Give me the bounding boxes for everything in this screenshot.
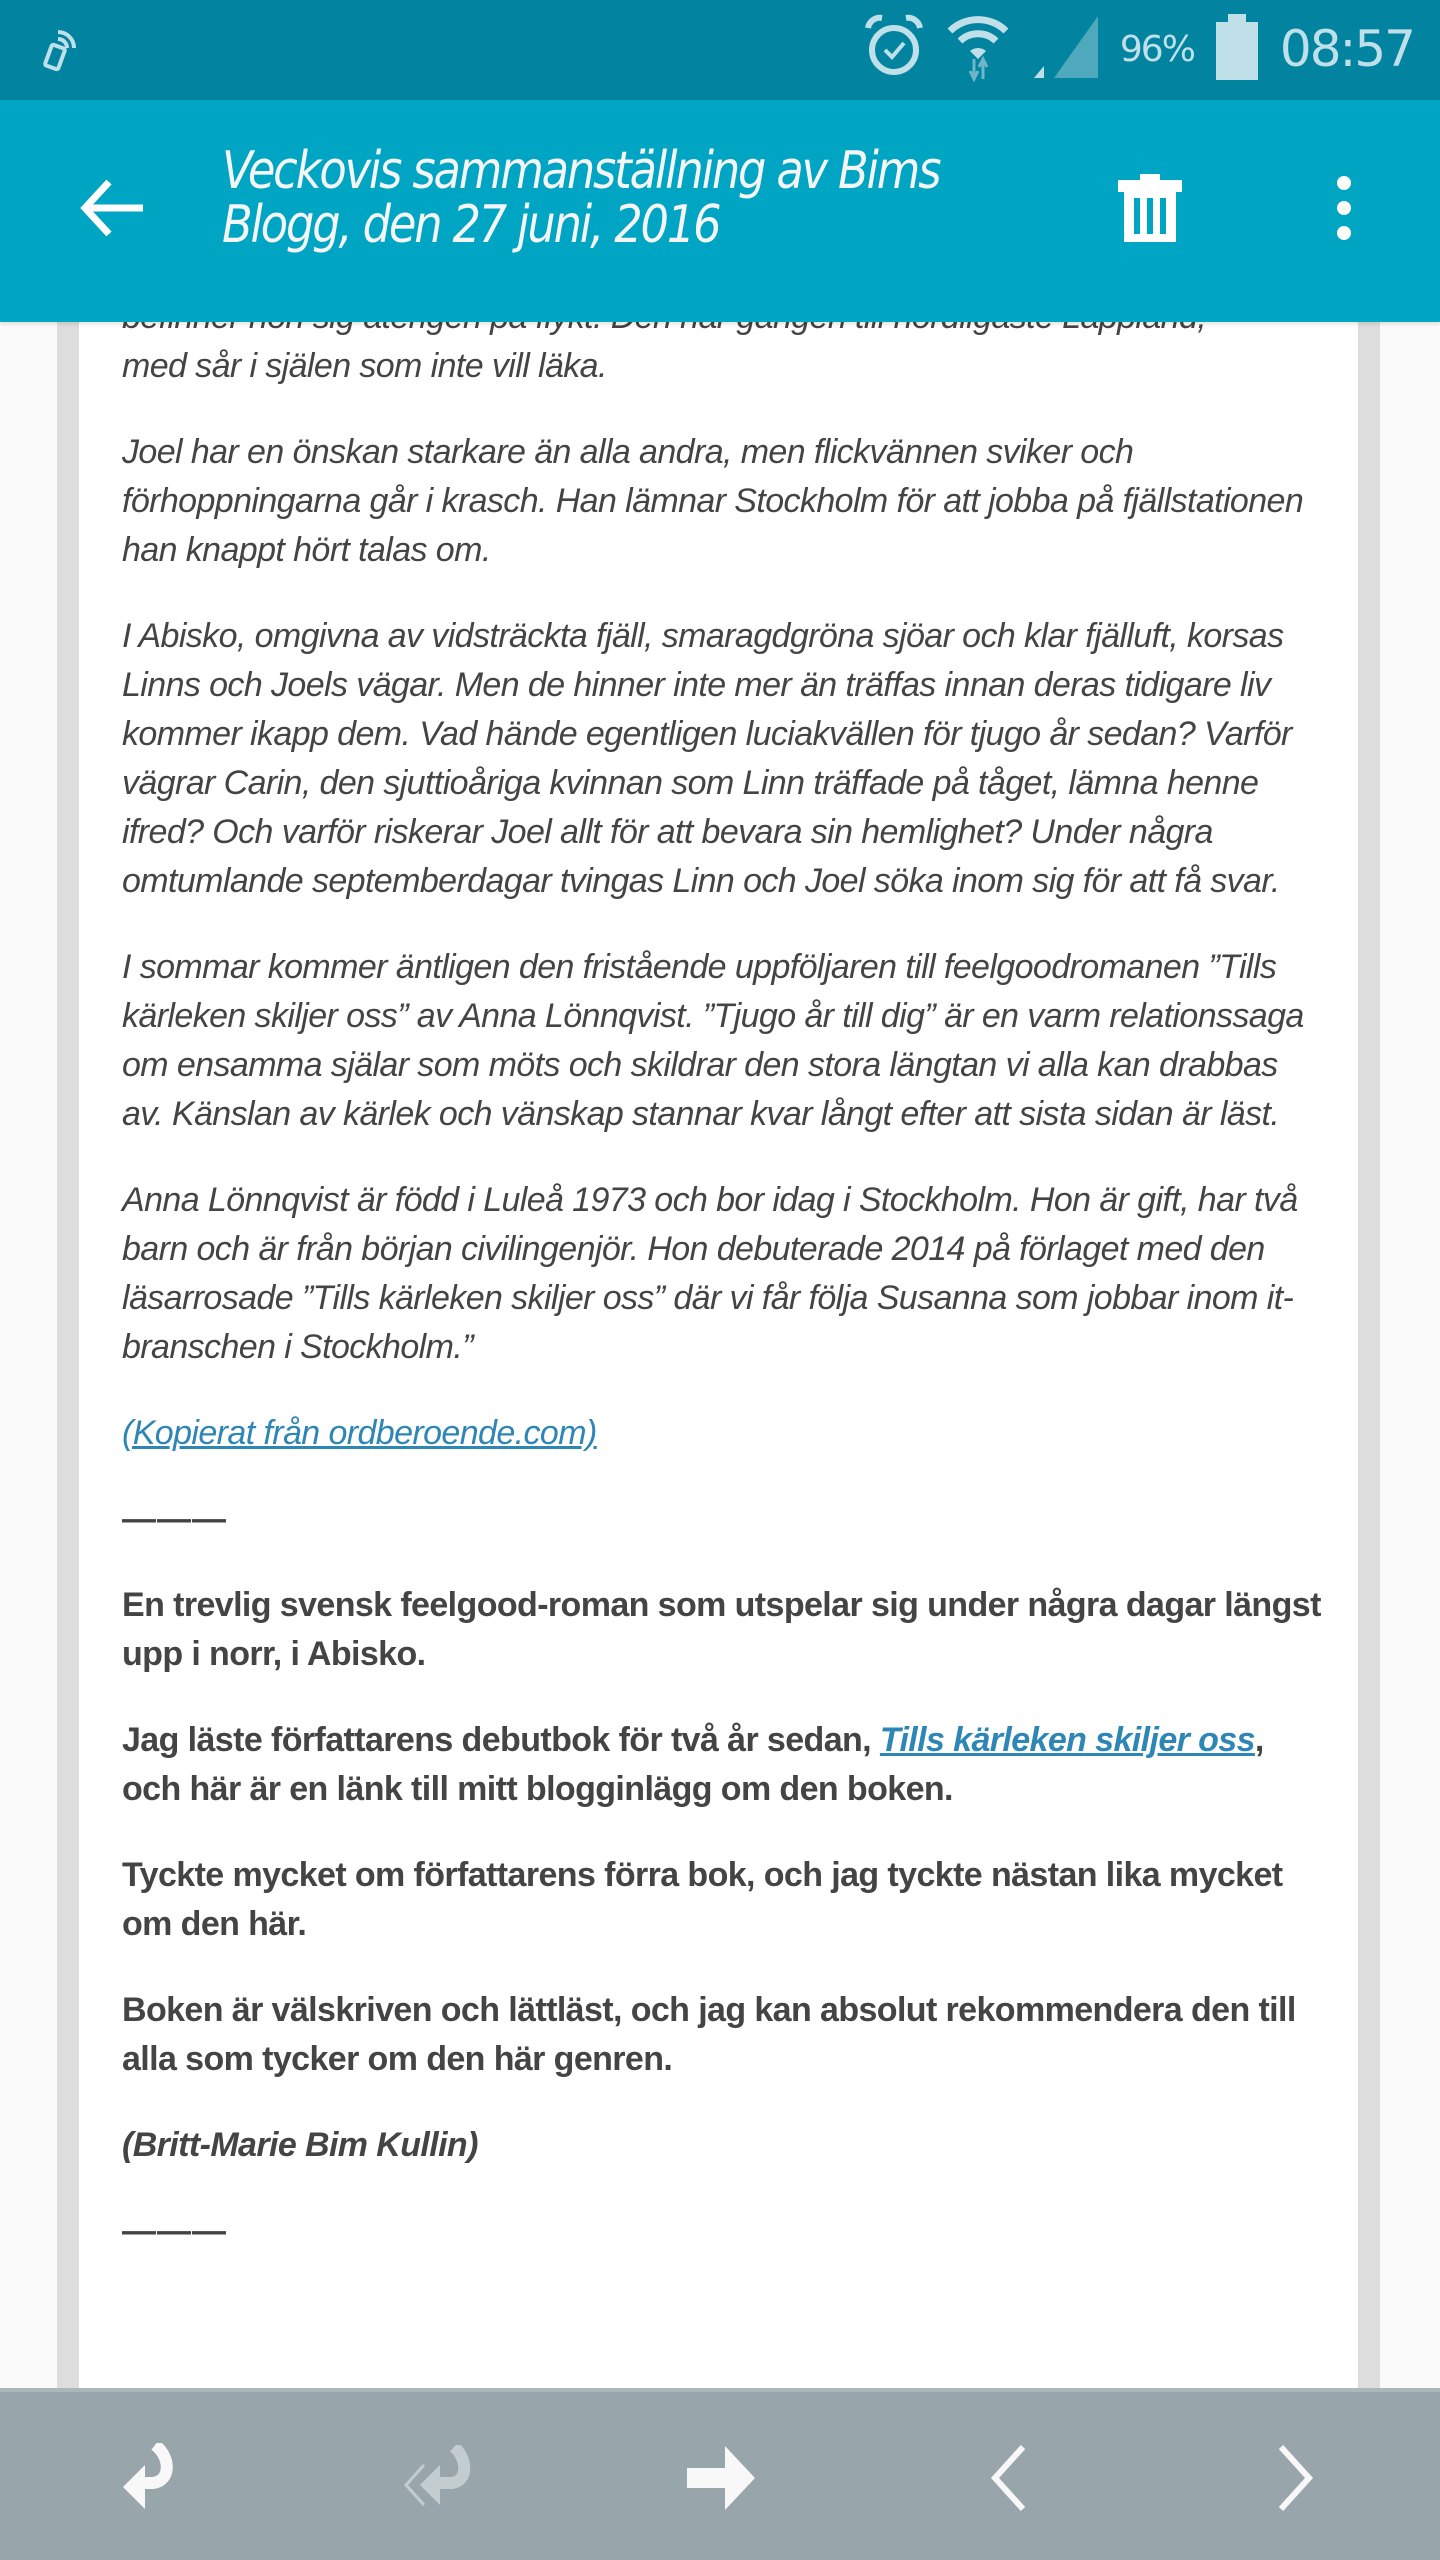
reply-all-button[interactable] [382,2430,482,2530]
separator-end: ——— [122,2212,227,2250]
book-link[interactable]: Tills kärleken skiljer oss [879,1721,1255,1759]
app-bar [0,100,1440,322]
paragraph: I sommar kommer äntligen den fristående uppföljaren till feelgoodromanen ”Tills kärleken skiljer oss” av Anna Lönnqvist. ”Tjugo år till dig” är en varm relationssaga om ensamma själar som möts och skildrar den stora längtan vi alla kan drabbas av. Känslan av kärlek och vänskap stannar kvar långt efter att sista sidan är läst. [122,948,1304,1133]
source-link[interactable]: (Kopierat från ordberoende.com) [122,1414,597,1452]
back-arrow-icon [79,178,145,243]
reply-icon [109,2443,179,2518]
battery-percent: 96% [1119,28,1194,70]
separator: ——— [122,1500,227,1538]
signature: (Britt-Marie Bim Kullin) [122,2126,478,2164]
delete-button[interactable] [1110,170,1190,250]
signal-icon [1032,14,1098,85]
previous-icon [983,2443,1033,2518]
status-bar [0,0,1440,100]
page-title: Veckovis sammanställning av Bims Blogg, den 27 juni, 2016 [222,141,940,255]
trash-icon [1118,174,1182,247]
forward-button[interactable] [670,2430,770,2530]
more-vert-icon [1334,175,1354,246]
next-message-button[interactable] [1246,2430,1346,2530]
review-paragraph: Tyckte mycket om författarens förra bok, och jag tyckte nästan lika mycket om den här. [122,1856,1283,1943]
paragraph: Anna Lönnqvist är född i Luleå 1973 och bor idag i Stockholm. Hon är gift, har två barn och är från början civilingenjör. Hon debuterade 2014 på förlaget med den läsarrosade ”Tills kärleken skiljer oss” där vi får följa Susanna som jobbar inom it-branschen i Stockholm.” [122,1181,1298,1366]
wifi-icon [946,11,1010,88]
reply-all-icon [392,2445,472,2516]
back-button[interactable] [72,170,152,250]
paragraph: med sår i själen som inte vill läka. [122,347,607,385]
bottom-toolbar [0,2388,1440,2560]
battery-icon [1216,14,1258,85]
paragraph: I Abisko, omgivna av vidsträckta fjäll, smaragdgröna sjöar och klar fjälluft, korsas Linns och Joels vägar. Men de hinner inte mer än träffas innan deras tidigare liv kommer ikapp dem. Vad hände egentligen luciakvällen för tjugo år sedan? Varför vägrar Carin, den sjuttioåriga kvinnan som Linn träffade på tåget, lämna henne ifred? Och varför riskerar Joel allt för att bevara sin hemlighet? Under några omtumlande septemberdagar tvingas Linn och Joel söka inom sig för att få svar. [122,617,1292,900]
previous-message-button[interactable] [958,2430,1058,2530]
more-options-button[interactable] [1304,170,1384,250]
forward-icon [685,2446,755,2515]
nfc-icon [36,22,92,78]
review-paragraph: En trevlig svensk feelgood-roman som utspelar sig under några dagar längst upp i norr, i Abisko. [122,1586,1321,1673]
article [122,300,1322,2293]
paragraph: Joel har en önskan starkare än alla andra, men flickvännen sviker och förhoppningarna går i krasch. Han lämnar Stockholm för att jobba på fjällstationen han knappt hört talas om. [122,433,1304,569]
alarm-icon [864,14,924,85]
reply-button[interactable] [94,2430,194,2530]
message-body[interactable] [79,300,1358,2388]
review-paragraph-with-link: Jag läste författarens debutbok för två år sedan, Tills kärleken skiljer oss, och här är en länk till mitt blogginlägg om den boken. [122,1721,1264,1808]
clock: 08:57 [1279,20,1414,78]
next-icon [1271,2443,1321,2518]
review-paragraph: Boken är välskriven och lättläst, och jag kan absolut rekommendera den till alla som tycker om den här genren. [122,1991,1296,2078]
